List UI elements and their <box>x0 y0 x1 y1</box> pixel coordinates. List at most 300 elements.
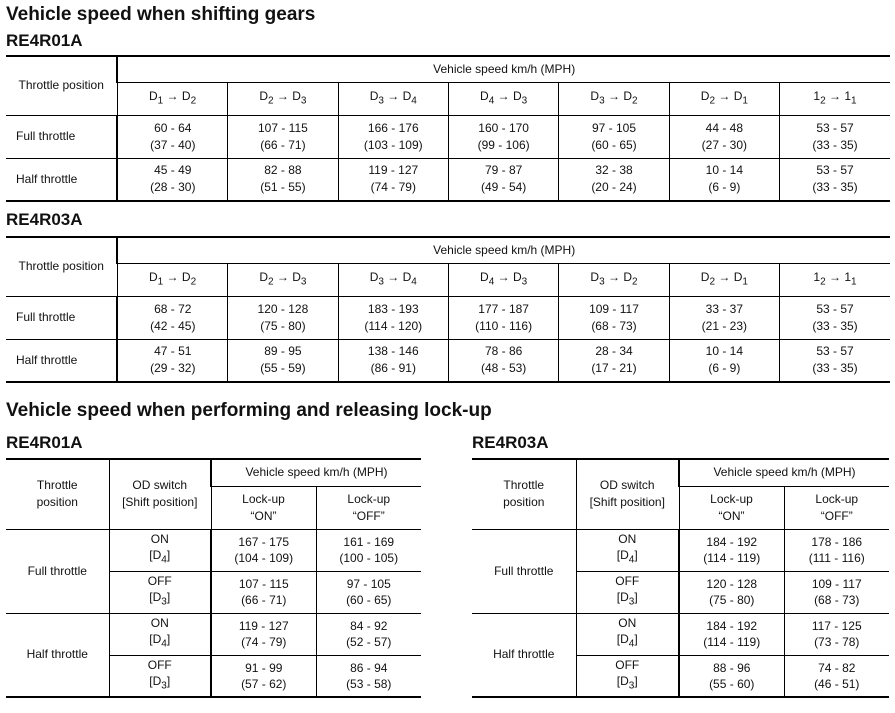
speed-mph: (27 - 30) <box>701 137 748 152</box>
shift-model-name-1: RE4R01A <box>6 31 83 50</box>
gear-to: D <box>402 88 412 103</box>
speed-mph: (52 - 57) <box>346 635 392 649</box>
arrow-icon: → <box>607 88 620 103</box>
shift-position-letter: D <box>152 548 162 563</box>
gear-to: 1 <box>844 269 852 284</box>
od-state: OFF <box>615 574 640 589</box>
speed-mph: (51 - 55) <box>260 180 306 195</box>
od-switch-cell <box>109 655 211 697</box>
speed-mph: (68 - 73) <box>814 593 860 607</box>
speed-kmh: 184 - 192 <box>706 619 758 633</box>
gear-to-sub: 2 <box>632 276 638 288</box>
shift-position: $[D_4]$ <box>149 632 171 650</box>
speed-mph: (53 - 58) <box>346 676 392 691</box>
lockup-row <box>472 613 889 655</box>
speed-kmh: 91 - 99 <box>245 660 283 675</box>
lockup-row <box>472 529 889 571</box>
shift-table-re4r03a <box>6 236 890 383</box>
lockup-table-re4r01a <box>6 458 421 698</box>
od-line1: OD switch <box>132 478 188 493</box>
gear-from-sub: 3 <box>599 276 605 288</box>
speed-cell <box>338 339 448 382</box>
shift-column-header <box>117 82 227 115</box>
throttle-label-cell <box>472 613 576 697</box>
speed-kmh: 84 - 92 <box>350 619 388 633</box>
throttle-label: Full throttle <box>494 563 554 578</box>
shift-position: $[D_4]$ <box>616 632 638 650</box>
gear-from: D <box>480 88 489 103</box>
od-switch-cell <box>576 571 679 613</box>
gear-to: D <box>733 88 743 103</box>
od-switch-header <box>109 459 211 529</box>
speed-cell <box>448 115 558 158</box>
od-switch-cell <box>576 655 679 697</box>
shift-column-header <box>780 82 890 115</box>
speed-mph: (57 - 62) <box>241 676 287 691</box>
lockup-off-cell <box>784 655 889 697</box>
speed-cell <box>559 339 669 382</box>
arrow-icon: → <box>497 269 510 284</box>
gear-to-sub: 2 <box>632 95 638 107</box>
speed-cell <box>117 339 227 382</box>
speed-cell <box>338 115 448 158</box>
speed-mph: (60 - 65) <box>346 593 392 607</box>
speed-mph: (73 - 78) <box>814 635 860 649</box>
shift-position-letter: D <box>152 674 162 689</box>
speed-mph: (111 - 116) <box>808 551 865 565</box>
speed-cell <box>669 158 779 201</box>
speed-cell <box>338 158 448 201</box>
lockup-on-cell <box>211 613 316 655</box>
speed-kmh: 45 - 49 <box>154 163 192 178</box>
od-state: OFF <box>615 658 640 673</box>
shift-model-name-2: RE4R03A <box>6 210 83 229</box>
lockup-row <box>6 529 421 571</box>
speed-kmh: 97 - 105 <box>591 120 637 135</box>
speed-kmh: 53 - 57 <box>816 163 854 178</box>
od-switch-header <box>576 459 679 529</box>
throttle-position-header <box>6 459 109 529</box>
shift-position-sub: 3 <box>161 596 167 608</box>
throttle-label: Half throttle <box>16 171 78 186</box>
throttle-label-cell <box>6 115 117 158</box>
shift-column-header <box>338 82 448 115</box>
od-line2: [Shift position] <box>122 495 198 510</box>
shift-position: $[D_4]$ <box>149 548 171 566</box>
throttle-line1: Throttle <box>36 478 78 493</box>
shift-row <box>6 115 890 158</box>
speed-kmh: 53 - 57 <box>816 344 854 359</box>
speed-mph: (103 - 109) <box>363 137 423 152</box>
shift-section-title: Vehicle speed when shifting gears <box>6 4 316 25</box>
gear-to: D <box>292 269 301 284</box>
speed-kmh: 138 - 146 <box>367 344 419 359</box>
gear-to: D <box>623 269 632 284</box>
gear-from: 1 <box>813 269 821 284</box>
speed-mph: (33 - 35) <box>812 180 858 195</box>
speed-mph: (60 - 65) <box>591 137 637 152</box>
speed-mph: (74 - 79) <box>370 180 416 195</box>
gear-from-sub: 2 <box>820 95 826 107</box>
gear-from-sub: 1 <box>157 95 164 107</box>
gear-from-sub: 4 <box>488 95 495 107</box>
speed-kmh: 53 - 57 <box>816 120 854 135</box>
arrow-icon: → <box>387 269 400 284</box>
speed-mph: (42 - 45) <box>150 318 196 333</box>
shift-row <box>6 339 890 382</box>
speed-mph: (6 - 9) <box>708 180 741 195</box>
speed-cell <box>117 296 227 339</box>
speed-cell <box>448 339 558 382</box>
speed-kmh: 33 - 37 <box>705 301 744 316</box>
gear-to: D <box>512 88 522 103</box>
gear-to: 1 <box>844 88 852 103</box>
throttle-label: Half throttle <box>493 647 555 662</box>
gear-from-sub: 3 <box>378 95 384 107</box>
speed-kmh: 68 - 72 <box>154 301 192 316</box>
od-line1: OD switch <box>599 478 655 493</box>
lockup-on-cell <box>211 655 316 697</box>
gear-from-sub: 2 <box>268 95 274 107</box>
lockup-model-name-1: RE4R01A <box>6 433 83 452</box>
speed-kmh: 183 - 193 <box>367 301 419 316</box>
vehicle-speed-header <box>679 459 889 486</box>
lockup-on-line1: Lock-up <box>242 491 285 506</box>
shift-column-header <box>669 263 779 296</box>
speed-mph: (33 - 35) <box>812 361 858 376</box>
gear-from: D <box>148 269 158 284</box>
gear-to: D <box>512 269 522 284</box>
od-switch-cell <box>109 529 211 571</box>
od-switch-cell <box>109 571 211 613</box>
gear-to-sub: 1 <box>742 95 748 107</box>
gear-from-sub: 2 <box>709 95 715 107</box>
speed-kmh: 10 - 14 <box>705 163 744 178</box>
lockup-on-line2: “ON” <box>250 508 277 523</box>
vehicle-speed-header <box>117 56 890 82</box>
throttle-label: Full throttle <box>16 310 76 324</box>
speed-mph: (114 - 120) <box>364 318 423 333</box>
speed-mph: (33 - 35) <box>812 137 858 152</box>
speed-cell <box>228 115 338 158</box>
gear-to: D <box>181 269 191 284</box>
shift-column-header <box>228 263 338 296</box>
od-state: ON <box>618 616 637 631</box>
shift-position-sub: 4 <box>628 638 635 650</box>
speed-kmh: 178 - 186 <box>811 535 863 549</box>
gear-from-sub: 2 <box>820 276 826 288</box>
speed-kmh: 160 - 170 <box>478 120 529 135</box>
speed-cell <box>780 115 890 158</box>
speed-kmh: 167 - 175 <box>238 535 290 549</box>
arrow-icon: → <box>166 88 179 103</box>
shift-position-sub: 3 <box>628 596 635 608</box>
speed-kmh: 97 - 105 <box>346 577 391 591</box>
vehicle-speed-label: Vehicle speed km/h (MPH) <box>433 61 576 76</box>
od-switch-cell <box>109 613 211 655</box>
speed-cell <box>559 115 669 158</box>
speed-mph: (48 - 53) <box>480 361 527 376</box>
lockup-on-cell <box>211 571 316 613</box>
lockup-on-line1: Lock-up <box>710 491 753 506</box>
gear-to: D <box>292 88 301 103</box>
speed-mph: (55 - 59) <box>260 361 306 376</box>
lockup-on-header <box>211 486 316 529</box>
speed-mph: (66 - 71) <box>260 137 306 152</box>
speed-kmh: 44 - 48 <box>705 120 744 135</box>
speed-mph: (100 - 105) <box>339 551 399 565</box>
gear-from-sub: 1 <box>157 276 164 288</box>
speed-kmh: 120 - 128 <box>706 577 758 591</box>
shift-position: $[D_4]$ <box>616 548 638 566</box>
arrow-icon: → <box>718 88 731 103</box>
speed-mph: (33 - 35) <box>812 318 858 333</box>
shift-position: $[D_3]$ <box>149 674 171 692</box>
gear-to-sub: 3 <box>300 95 307 107</box>
throttle-position-label: Throttle position <box>18 78 104 93</box>
speed-kmh: 28 - 34 <box>595 344 633 359</box>
od-state: ON <box>150 616 169 631</box>
lockup-off-header <box>784 486 889 529</box>
lockup-on-cell <box>679 571 784 613</box>
shift-row <box>6 158 890 201</box>
od-state: ON <box>618 532 637 547</box>
throttle-label-cell <box>472 529 576 613</box>
lockup-off-cell <box>316 613 421 655</box>
speed-cell <box>559 158 669 201</box>
speed-kmh: 119 - 127 <box>368 163 419 178</box>
gear-from: D <box>259 88 268 103</box>
speed-cell <box>338 296 448 339</box>
vehicle-speed-header <box>117 237 890 263</box>
speed-kmh: 184 - 192 <box>706 535 758 549</box>
lockup-on-line2: “ON” <box>718 508 745 523</box>
speed-kmh: 161 - 169 <box>343 535 395 549</box>
speed-mph: (74 - 79) <box>241 635 287 649</box>
throttle-label: Half throttle <box>26 647 88 662</box>
gear-from: D <box>590 88 600 103</box>
throttle-position-label: Throttle position <box>18 259 104 274</box>
speed-kmh: 107 - 115 <box>238 577 289 591</box>
shift-position-letter: D <box>620 590 629 605</box>
shift-column-header <box>228 82 338 115</box>
speed-mph: (66 - 71) <box>241 593 287 607</box>
shift-column-header <box>117 263 227 296</box>
speed-kmh: 32 - 38 <box>595 163 633 178</box>
speed-mph: (110 - 116) <box>475 318 533 333</box>
lockup-off-header <box>316 486 421 529</box>
speed-kmh: 47 - 51 <box>154 344 192 359</box>
speed-mph: (75 - 80) <box>709 593 755 607</box>
speed-mph: (29 - 32) <box>150 361 196 376</box>
shift-position-letter: D <box>620 674 629 689</box>
speed-mph: (46 - 51) <box>814 676 860 691</box>
speed-kmh: 74 - 82 <box>818 660 856 675</box>
lockup-model-name-2: RE4R03A <box>472 433 549 452</box>
gear-to-sub: 3 <box>521 276 528 288</box>
arrow-icon: → <box>497 88 510 103</box>
lockup-off-cell <box>316 529 421 571</box>
arrow-icon: → <box>276 88 289 103</box>
shift-column-header <box>780 263 890 296</box>
vehicle-speed-label: Vehicle speed km/h (MPH) <box>433 242 576 257</box>
lockup-on-cell <box>679 613 784 655</box>
shift-position-sub: 4 <box>628 554 635 566</box>
arrow-icon: → <box>607 269 620 284</box>
gear-from: D <box>148 88 158 103</box>
lockup-off-cell <box>316 655 421 697</box>
speed-kmh: 109 - 117 <box>811 577 862 591</box>
shift-position-letter: D <box>620 632 629 647</box>
speed-cell <box>559 296 669 339</box>
speed-mph: (20 - 24) <box>591 180 637 195</box>
od-state: OFF <box>147 574 172 589</box>
od-state: OFF <box>147 658 172 673</box>
gear-to-sub: 3 <box>300 276 307 288</box>
lockup-off-line2: “OFF” <box>820 508 853 523</box>
speed-kmh: 86 - 94 <box>350 660 388 675</box>
lockup-off-cell <box>784 613 889 655</box>
lockup-off-line2: “OFF” <box>352 508 385 523</box>
arrow-icon: → <box>166 269 179 284</box>
throttle-line2: position <box>36 495 78 510</box>
speed-mph: (104 - 109) <box>234 551 294 565</box>
arrow-icon: → <box>276 269 289 284</box>
shift-position-sub: 4 <box>161 554 167 566</box>
shift-column-header <box>559 82 669 115</box>
speed-mph: (49 - 54) <box>480 180 527 195</box>
speed-cell <box>228 296 338 339</box>
arrow-icon: → <box>718 269 731 284</box>
gear-to-sub: 1 <box>851 95 857 107</box>
throttle-label: Half throttle <box>16 352 78 367</box>
shift-position-sub: 3 <box>628 680 635 692</box>
speed-mph: (55 - 60) <box>709 676 755 691</box>
gear-to: D <box>733 269 743 284</box>
speed-cell <box>669 296 779 339</box>
shift-position: $[D_3]$ <box>616 674 638 692</box>
shift-position-sub: 3 <box>161 680 167 692</box>
gear-from-sub: 3 <box>599 95 605 107</box>
speed-cell <box>780 158 890 201</box>
lockup-off-cell <box>316 571 421 613</box>
lockup-on-cell <box>679 655 784 697</box>
shift-table-re4r01a <box>6 55 890 202</box>
gear-from-sub: 2 <box>268 276 274 288</box>
speed-kmh: 53 - 57 <box>816 301 854 316</box>
speed-kmh: 177 - 187 <box>478 301 529 316</box>
speed-cell <box>117 158 227 201</box>
speed-mph: (21 - 23) <box>701 318 748 333</box>
shift-column-header <box>559 263 669 296</box>
shift-row <box>6 296 890 339</box>
od-switch-cell <box>576 613 679 655</box>
lockup-on-cell <box>211 529 316 571</box>
throttle-label-cell <box>6 339 117 382</box>
speed-kmh: 166 - 176 <box>367 120 419 135</box>
gear-to-sub: 1 <box>742 276 748 288</box>
throttle-label: Full throttle <box>16 129 76 143</box>
lockup-row <box>6 613 421 655</box>
gear-to-sub: 2 <box>190 276 197 288</box>
throttle-line1: Throttle <box>503 478 545 493</box>
speed-cell <box>448 296 558 339</box>
gear-to: D <box>402 269 412 284</box>
speed-kmh: 107 - 115 <box>258 120 308 135</box>
speed-mph: (37 - 40) <box>150 137 196 152</box>
gear-to-sub: 2 <box>190 95 197 107</box>
throttle-label-cell <box>6 529 109 613</box>
lockup-off-cell <box>784 571 889 613</box>
speed-kmh: 10 - 14 <box>705 344 744 359</box>
speed-cell <box>228 339 338 382</box>
lockup-section-title: Vehicle speed when performing and releasing lock-up <box>6 400 492 421</box>
vehicle-speed-label: Vehicle speed km/h (MPH) <box>713 465 856 480</box>
lockup-off-line1: Lock-up <box>815 491 859 506</box>
speed-cell <box>669 339 779 382</box>
gear-from-sub: 3 <box>378 276 384 288</box>
speed-kmh: 119 - 127 <box>238 619 289 633</box>
gear-to-sub: 4 <box>411 95 417 107</box>
speed-mph: (28 - 30) <box>150 180 196 195</box>
throttle-position-header <box>6 56 117 115</box>
gear-from: D <box>700 269 710 284</box>
throttle-line2: position <box>503 495 545 510</box>
speed-cell <box>780 296 890 339</box>
vehicle-speed-label: Vehicle speed km/h (MPH) <box>245 465 388 480</box>
arrow-icon: → <box>829 88 842 103</box>
gear-to: D <box>623 88 632 103</box>
od-switch-cell <box>576 529 679 571</box>
gear-to-sub: 3 <box>521 95 528 107</box>
gear-from: D <box>700 88 710 103</box>
throttle-label-cell <box>6 158 117 201</box>
speed-mph: (99 - 106) <box>477 137 530 152</box>
throttle-label-cell <box>6 296 117 339</box>
od-line2: [Shift position] <box>589 495 665 510</box>
speed-kmh: 60 - 64 <box>154 120 192 135</box>
shift-position-letter: D <box>152 632 162 647</box>
gear-from: D <box>369 88 379 103</box>
speed-kmh: 79 - 87 <box>484 163 523 178</box>
gear-from: D <box>480 269 489 284</box>
gear-from: 1 <box>813 88 821 103</box>
speed-kmh: 120 - 128 <box>257 301 309 316</box>
speed-kmh: 117 - 125 <box>811 619 862 633</box>
lockup-off-cell <box>784 529 889 571</box>
lockup-table-re4r03a <box>472 458 889 698</box>
gear-from-sub: 4 <box>488 276 495 288</box>
speed-mph: (75 - 80) <box>260 318 306 333</box>
throttle-label-cell <box>6 613 109 697</box>
shift-position: $[D_3]$ <box>616 590 638 608</box>
shift-column-header <box>448 263 558 296</box>
shift-position-letter: D <box>620 548 629 563</box>
speed-kmh: 82 - 88 <box>264 163 302 178</box>
gear-to-sub: 4 <box>411 276 417 288</box>
shift-position-sub: 4 <box>161 638 167 650</box>
throttle-position-header <box>472 459 576 529</box>
speed-kmh: 78 - 86 <box>484 344 523 359</box>
throttle-label: Full throttle <box>27 563 87 578</box>
speed-kmh: 89 - 95 <box>264 344 302 359</box>
shift-column-header <box>338 263 448 296</box>
arrow-icon: → <box>829 269 842 284</box>
speed-mph: (114 - 119) <box>703 635 761 649</box>
speed-mph: (86 - 91) <box>370 361 416 376</box>
gear-from: D <box>590 269 600 284</box>
shift-position-letter: D <box>152 590 162 605</box>
